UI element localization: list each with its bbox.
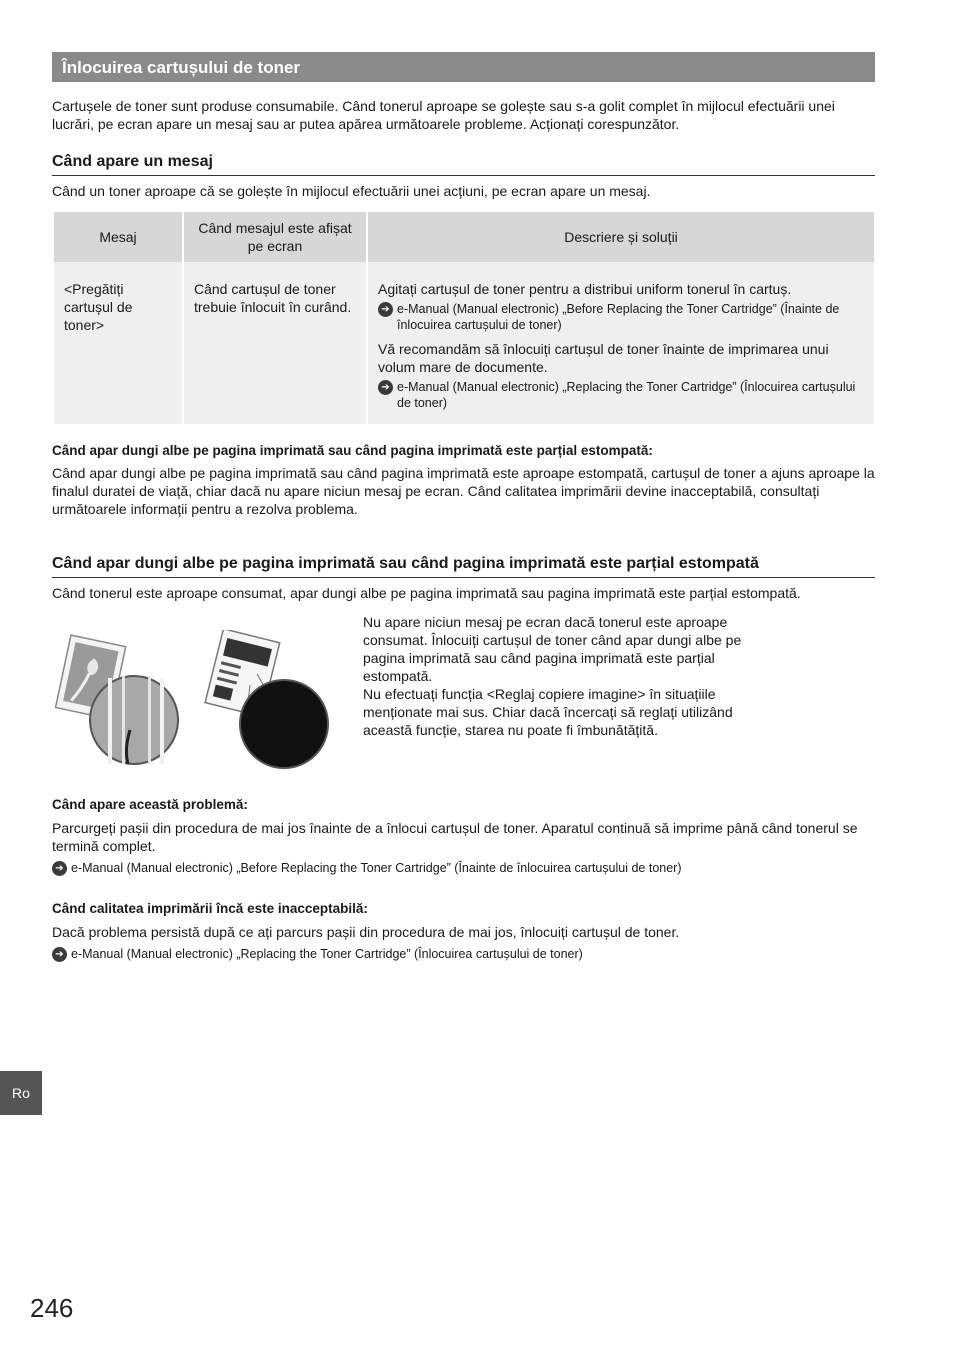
message-table bbox=[52, 212, 876, 424]
arrow-circle-icon: ➔ bbox=[52, 861, 67, 876]
arrow-circle-icon: ➔ bbox=[52, 947, 67, 962]
cell-message: <Pregătiți cartușul de toner> bbox=[54, 274, 182, 424]
table-row bbox=[54, 274, 874, 424]
problem-subheading: Când apare această problemă: bbox=[52, 797, 248, 812]
reference-text: e-Manual (Manual electronic) „Before Replacing the Toner Cartridge” (Înainte de înlocuirea cartușului de toner) bbox=[397, 302, 840, 333]
reference-text: e-Manual (Manual electronic) „Replacing the Toner Cartridge” (Înlocuirea cartușului de toner) bbox=[71, 947, 583, 961]
arrow-circle-icon: ➔ bbox=[378, 302, 393, 317]
reference-text: e-Manual (Manual electronic) „Before Replacing the Toner Cartridge” (Înainte de înlocuirea cartușului de toner) bbox=[71, 861, 682, 875]
arrow-circle-icon: ➔ bbox=[378, 380, 393, 395]
side-note: Nu apare niciun mesaj pe ecran dacă tonerul este aproape consumat. Înlocuiți cartușul de toner când apar dungi albe pe pagina imprimată sau când pagina imprimată este parțial estompată. Nu efectuați funcția <Reglaj copiere imagine> în situațiile menționate mai sus. Chiar dacă încercați să reglați utilizând această funcție, starea nu poate fi îmbunătățită. bbox=[363, 614, 742, 738]
table-header-description: Descriere și soluții bbox=[368, 212, 874, 262]
streaks-paragraph: Când apar dungi albe pe pagina imprimată sau când pagina imprimată este aproape estompată, cartușul de toner a ajuns aproape la finalul duratei de viață, chiar dacă nu apare niciun mesaj pe ecran. Când calitatea imprimării devine inacceptabilă, consultați următoarele informații pentru a rezolva problema. bbox=[52, 465, 875, 518]
consumed-paragraph: Când tonerul este aproape consumat, apar dungi albe pe pagina imprimată sau pagina imprimată este parțial estompată. bbox=[52, 585, 801, 601]
reference-link[interactable] bbox=[52, 860, 875, 876]
language-tab: Ro bbox=[0, 1071, 42, 1115]
message-paragraph: Când un toner aproape că se golește în mijlocul efectuării unei acțiuni, pe ecran apare un mesaj. bbox=[52, 183, 651, 199]
problem-paragraph: Parcurgeți pașii din procedura de mai jos înainte de a înlocui cartușul de toner. Aparatul continuă să imprime până când tonerul se termină complet. bbox=[52, 820, 858, 855]
reference-link[interactable] bbox=[378, 379, 864, 412]
reference-text: e-Manual (Manual electronic) „Replacing the Toner Cartridge” (Înlocuirea cartușului de toner) bbox=[397, 380, 856, 411]
intro-paragraph: Cartușele de toner sunt produse consumabile. Când tonerul aproape se golește sau s-a golit complet în mijlocul efectuării unei lucrări, pe ecran apare un mesaj sau ar putea apărea următoarele probleme. Acționați corespunzător. bbox=[52, 98, 835, 133]
cell-when: Când cartușul de toner trebuie înlocuit în curând. bbox=[184, 274, 366, 424]
section-title: Înlocuirea cartușului de toner bbox=[52, 52, 875, 82]
page-number: 246 bbox=[30, 1293, 74, 1323]
heading-message: Când apare un mesaj bbox=[52, 152, 875, 176]
streaks-subheading: Când apar dungi albe pe pagina imprimată sau când pagina imprimată este parțial estompată: bbox=[52, 443, 653, 458]
cell-description bbox=[368, 274, 874, 424]
faded-print-illustration bbox=[52, 630, 342, 775]
reference-link[interactable] bbox=[378, 301, 864, 334]
table-header-message: Mesaj bbox=[54, 212, 182, 262]
quality-paragraph: Dacă problema persistă după ce ați parcurs pașii din procedura de mai jos, înlocuiți cartușul de toner. bbox=[52, 924, 680, 940]
table-header-when: Când mesajul este afișat pe ecran bbox=[184, 212, 366, 262]
heading-streaks: Când apar dungi albe pe pagina imprimată sau când pagina imprimată este parțial estompată bbox=[52, 554, 875, 578]
reference-link[interactable] bbox=[52, 946, 875, 962]
quality-subheading: Când calitatea imprimării încă este inacceptabilă: bbox=[52, 901, 368, 916]
description-text: Vă recomandăm să înlocuiți cartușul de toner înainte de imprimarea unui volum mare de documente. bbox=[378, 340, 829, 375]
description-text: Agitați cartușul de toner pentru a distribui uniform tonerul în cartuș. bbox=[378, 281, 792, 297]
